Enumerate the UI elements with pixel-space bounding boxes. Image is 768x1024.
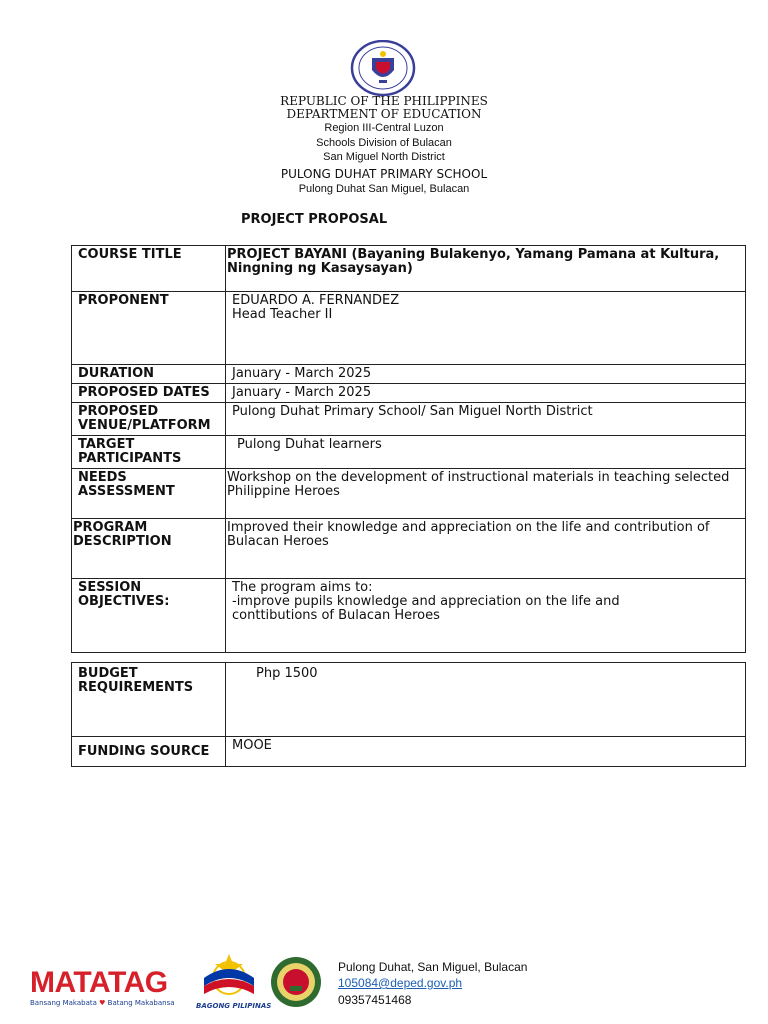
school-address: Pulong Duhat San Miguel, Bulacan — [298, 183, 470, 195]
table-row — [72, 436, 746, 469]
funding-source-value: MOOE — [226, 737, 746, 767]
venue-label: PROPOSED VENUE/PLATFORM — [72, 403, 226, 436]
course-title-value: PROJECT BAYANI (Bayaning Bulakenyo, Yamang Pamana at Kultura, Ningning ng Kasaysayan) — [226, 246, 746, 292]
document-title: PROJECT PROPOSAL — [241, 212, 388, 227]
school-logo — [270, 956, 322, 1008]
budget-value: Php 1500 — [226, 663, 746, 737]
course-title-label: COURSE TITLE — [72, 246, 226, 292]
target-participants-label: TARGET PARTICIPANTS — [72, 436, 226, 469]
proposed-dates-value: January - March 2025 — [226, 384, 746, 403]
district-line: San Miguel North District — [323, 151, 445, 163]
table-row — [72, 292, 746, 365]
proposal-table — [71, 245, 746, 653]
proposed-dates-label: PROPOSED DATES — [72, 384, 226, 403]
table-row — [72, 519, 746, 579]
republic-heading: REPUBLIC OF THE PHILIPPINES — [280, 94, 488, 108]
deped-seal — [350, 40, 416, 96]
proponent-label: PROPONENT — [72, 292, 226, 365]
table-row — [72, 579, 746, 653]
venue-value: Pulong Duhat Primary School/ San Miguel North District — [226, 403, 746, 436]
budget-table — [71, 662, 746, 767]
matatag-tagline-1: Bansang Makabata — [30, 999, 97, 1007]
duration-label: DURATION — [72, 365, 226, 384]
table-row — [72, 384, 746, 403]
duration-value: January - March 2025 — [226, 365, 746, 384]
footer-email-link[interactable]: 105084@deped.gov.ph — [338, 976, 463, 990]
proponent-value — [226, 292, 746, 365]
region-line: Region III-Central Luzon — [324, 122, 444, 134]
session-objectives-value — [226, 579, 746, 653]
objectives-intro: The program aims to: — [232, 580, 373, 595]
target-participants-value: Pulong Duhat learners — [226, 436, 746, 469]
footer-address: Pulong Duhat, San Miguel, Bulacan — [338, 960, 528, 974]
table-row — [72, 737, 746, 767]
matatag-wordmark: MATATAG — [30, 966, 168, 999]
table-row — [72, 365, 746, 384]
table-row — [72, 246, 746, 292]
matatag-tagline-2: Batang Makabansa — [107, 999, 175, 1007]
table-row — [72, 663, 746, 737]
program-description-value: Improved their knowledge and appreciation on the life and contribution of Bulacan Heroes — [226, 519, 746, 579]
table-row — [72, 469, 746, 519]
department-heading: DEPARTMENT OF EDUCATION — [286, 107, 482, 121]
proponent-position: Head Teacher II — [232, 307, 333, 322]
session-objectives-label: SESSION OBJECTIVES: — [72, 579, 226, 653]
matatag-logo — [30, 968, 190, 1012]
school-name: PULONG DUHAT PRIMARY SCHOOL — [280, 167, 488, 181]
funding-source-label: FUNDING SOURCE — [72, 737, 226, 767]
objectives-item: -improve pupils knowledge and appreciation on the life and conttibutions of Bulacan Heroes — [232, 594, 620, 623]
needs-assessment-value: Workshop on the development of instructional materials in teaching selected Philippine Heroes — [226, 469, 746, 519]
footer-phone: 09357451468 — [338, 993, 412, 1007]
division-line: Schools Division of Bulacan — [316, 137, 452, 149]
budget-label: BUDGET REQUIREMENTS — [72, 663, 226, 737]
matatag-heart-icon: ♥ — [99, 999, 106, 1007]
bagong-pilipinas-text: BAGONG PILIPINAS — [196, 1002, 272, 1010]
bagong-pilipinas-logo — [196, 952, 272, 1010]
proponent-name: EDUARDO A. FERNANDEZ — [232, 293, 400, 308]
table-row — [72, 403, 746, 436]
program-description-label: PROGRAM DESCRIPTION — [72, 519, 226, 579]
needs-assessment-label: NEEDS ASSESSMENT — [72, 469, 226, 519]
